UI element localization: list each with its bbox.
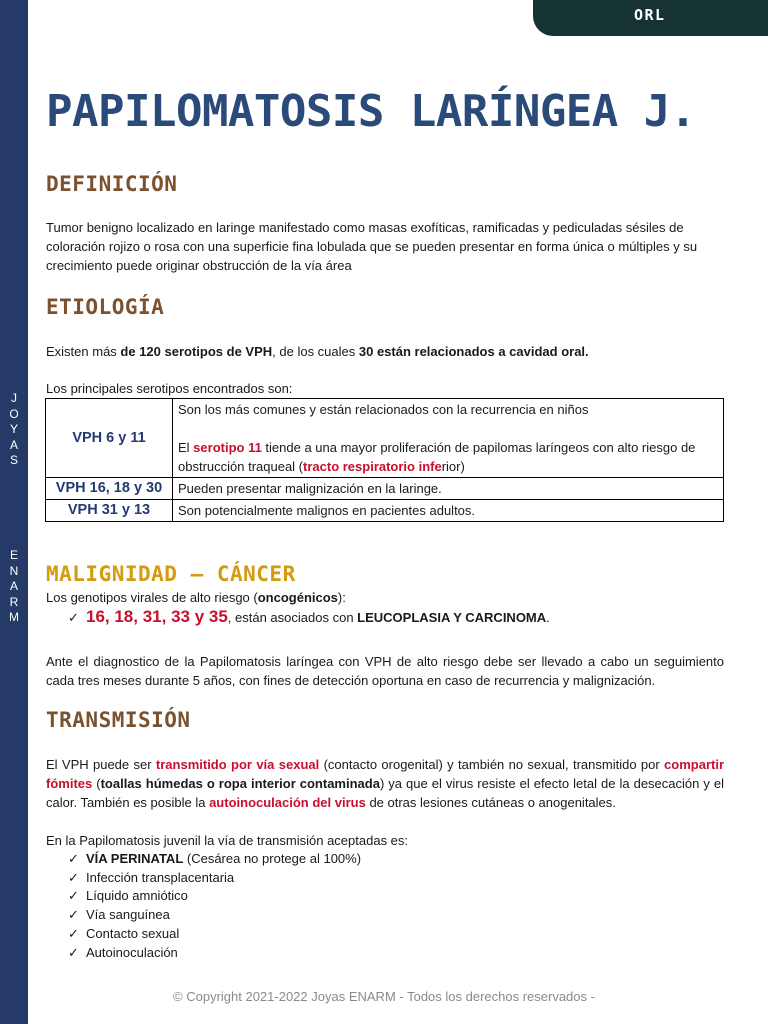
list-item <box>68 944 361 963</box>
text-run: ) ya que el virus resiste el efecto letal de la desecación y el calor. También es posible la <box>46 776 724 810</box>
heading-malignidad: MALIGNIDAD – CÁNCER <box>46 562 296 586</box>
sidebar-letter: M <box>9 610 19 624</box>
list-item-label: Líquido amniótico <box>86 888 188 904</box>
text-run: . <box>546 610 550 625</box>
text-run: El VPH puede ser <box>46 757 156 772</box>
list-item-label: Autoinoculación <box>86 944 178 960</box>
text-run-bold: de 120 serotipos de VPH <box>120 344 273 359</box>
check-icon: ✓ <box>68 925 79 941</box>
text-run-bold: VÍA PERINATAL <box>86 851 184 866</box>
sidebar-letter: A <box>9 579 18 593</box>
text-run: , están asociados con <box>227 610 358 625</box>
transmision-intro: En la Papilomatosis juvenil la vía de transmisión aceptadas es: <box>46 833 409 848</box>
text-run-bold: oncogénicos <box>257 590 338 605</box>
serotipos-intro: Los principales serotipos encontrados son: <box>46 381 293 396</box>
text-run: rior) <box>441 459 465 474</box>
check-icon: ✓ <box>68 944 79 960</box>
cell-spacer <box>178 419 718 438</box>
table-value-cell: Pueden presentar malignización en la laringe. <box>173 478 724 500</box>
text-run-red: 16, 18, 31, 33 y 35 <box>86 607 228 626</box>
sidebar-letter: J <box>11 391 17 405</box>
sidebar-letter: R <box>9 594 19 609</box>
text-run: Existen más <box>46 344 121 359</box>
table-value-cell: Son potencialmente malignos en pacientes adultos. <box>173 500 724 522</box>
definicion-text: Tumor benigno localizado en laringe manifestado como masas exofíticas, ramificadas y pediculadas sésiles de coloración rojizo o rosa con una superficie fina lobulada que se pueden presentar en forma única o múltiples y su crecimiento puede originar obstrucción de la vía área <box>46 220 698 273</box>
text-run: tiende a una mayor proliferación de papilomas laríngeos con alto riesgo de obstrucción traqueal ( <box>178 440 696 474</box>
sidebar-letter: O <box>9 406 19 421</box>
list-item <box>68 869 361 888</box>
heading-transmision: TRANSMISIÓN <box>46 708 191 732</box>
check-icon: ✓ <box>68 851 79 866</box>
section-tab-label: ORL <box>634 6 666 24</box>
text-run-red: serotipo 11 <box>193 440 262 455</box>
sidebar-letter: A <box>9 437 18 452</box>
table-key-cell: VPH 6 y 11 <box>46 399 173 478</box>
table-key-cell: VPH 16, 18 y 30 <box>46 478 173 500</box>
list-item <box>68 925 361 944</box>
list-item-label: Vía sanguínea <box>86 907 170 923</box>
text-run: (contacto orogenital) y también no sexual, transmitido por <box>319 757 665 772</box>
text-run-red: tracto respiratorio infe <box>303 459 442 474</box>
text-run: El <box>178 440 194 455</box>
heading-definicion: DEFINICIÓN <box>46 172 178 196</box>
list-item <box>68 887 361 906</box>
malignidad-text: Ante el diagnostico de la Papilomatosis laríngea con VPH de alto riesgo debe ser llevado a cabo un seguimiento cada tres meses durante 5 años, con fines de detección oportuna en caso de recurrencia y malignización. <box>46 654 724 688</box>
list-item <box>68 608 550 628</box>
table-row <box>46 478 724 500</box>
etiologia-paragraph <box>46 342 724 361</box>
list-item-label: Infección transplacentaria <box>86 869 235 885</box>
sidebar-word-joyas <box>0 391 28 469</box>
text-run: ): <box>337 590 346 605</box>
page-title: PAPILOMATOSIS LARÍNGEA J. <box>46 86 696 137</box>
text-run: Los genotipos virales de alto riesgo ( <box>46 590 258 605</box>
text-run-bold: 30 están relacionados a cavidad oral. <box>358 344 589 359</box>
text-run-red: transmitido por vía sexual <box>155 757 320 772</box>
text-run-bold: LEUCOPLASIA Y CARCINOMA <box>357 610 547 625</box>
table-value-cell <box>173 399 724 478</box>
sidebar-letter: E <box>9 548 18 562</box>
table-row <box>46 500 724 522</box>
text-run: ( <box>92 776 101 791</box>
sidebar-letter: N <box>9 563 19 578</box>
footer-copyright: © Copyright 2021-2022 Joyas ENARM - Todos los derechos reservados - <box>173 989 595 1004</box>
sidebar-word-enarm <box>0 548 28 626</box>
sidebar-letter: Y <box>9 422 18 436</box>
sidebar-letter: S <box>9 453 18 467</box>
heading-etiologia: ETIOLOGÍA <box>46 295 165 319</box>
table-key-cell: VPH 31 y 13 <box>46 500 173 522</box>
check-icon: ✓ <box>68 610 79 625</box>
transmision-list <box>68 850 361 962</box>
transmision-text <box>46 755 724 812</box>
text-run: (Cesárea no protege al 100%) <box>183 851 362 866</box>
text-run: , de los cuales <box>272 344 359 359</box>
sidebar <box>0 0 28 1024</box>
serotipos-table <box>45 398 724 522</box>
check-icon: ✓ <box>68 869 79 885</box>
text-run-red: autoinoculación del virus <box>209 795 366 810</box>
malignidad-intro <box>46 588 724 607</box>
table-row <box>46 399 724 478</box>
text-run-bold: toallas húmedas o ropa interior contaminada <box>100 776 380 791</box>
malignidad-list <box>68 608 550 628</box>
list-item-label: Contacto sexual <box>86 925 180 941</box>
text-run-red: compartir fómites <box>46 757 725 791</box>
cell-line: Son los más comunes y están relacionados con la recurrencia en niños <box>178 402 589 417</box>
list-item <box>68 906 361 925</box>
cell-line <box>178 438 718 476</box>
check-icon: ✓ <box>68 907 79 923</box>
check-icon: ✓ <box>68 888 79 904</box>
list-item <box>68 850 361 869</box>
text-run: de otras lesiones cutáneas o anogenitales. <box>365 795 616 810</box>
section-tab <box>533 0 768 36</box>
